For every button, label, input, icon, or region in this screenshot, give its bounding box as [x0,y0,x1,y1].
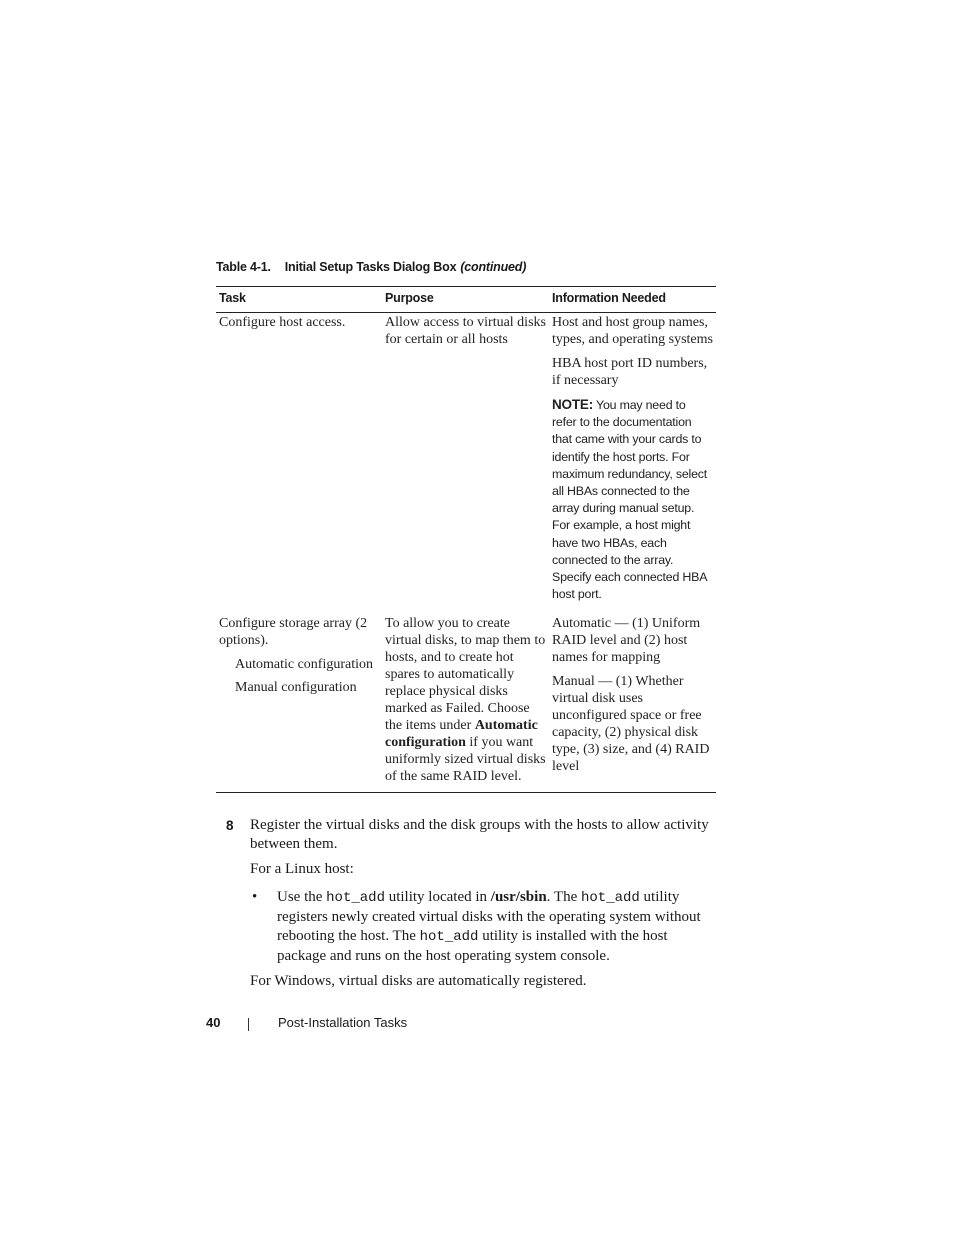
purpose-cell [382,609,549,793]
note-label: NOTE: [552,397,593,412]
step-text: Register the virtual disks and the disk groups with the hosts to allow activity between them. [250,817,709,852]
linux-intro: For a Linux host: [250,861,354,877]
bullet-text-1: Use the [277,889,327,905]
table-row [216,313,716,610]
table-header-row [216,287,716,313]
task-cell [216,313,382,610]
bullet-text-4: utility registers newly created virtual disks with the operating system without rebooting the host. The [277,889,701,944]
table-row [216,609,716,793]
table-continued: (continued) [460,260,527,274]
page-number: 40 [206,1015,221,1030]
setup-tasks-table [216,286,716,793]
task-configure-host-access: Configure host access. [219,315,346,330]
note-block [552,396,713,603]
option-automatic-configuration: Automatic configuration [235,657,374,673]
table-caption [216,260,526,274]
info-automatic: Automatic — (1) Uniform RAID level and (2) host names for mapping [552,616,701,666]
step-number: 8 [226,818,234,833]
table-number: Table 4-1. [216,260,271,274]
bullet-text-2: utility located in [384,889,491,905]
purpose-storage-b: if you want uniformly sized virtual disks of the same RAID level. [385,735,546,785]
header-task: Task [216,287,382,313]
header-purpose: Purpose [382,287,549,313]
code-hot-add: hot_add [326,890,385,906]
bullet-icon: • [252,889,258,905]
list-item [250,888,716,966]
bullet-text-5: utility is installed with the host package and runs on the host operating system console. [277,928,668,964]
code-hot-add: hot_add [580,890,640,906]
windows-text: For Windows, virtual disks are automatically registered. [250,973,587,989]
purpose-automatic-keyword: Automatic configuration [385,718,538,751]
info-manual: Manual — (1) Whether virtual disk uses unconfigured space or free capacity, (2) physical disk type, (3) size, and (4) RAID level [552,674,710,775]
purpose-storage-a: To allow you to create virtual disks, to map them to hosts, and to create hot spares to automatically replace physical disks marked as Failed. Choose the items under [385,616,546,734]
option-manual-configuration: Manual configuration [235,680,357,696]
purpose-cell [382,313,549,610]
table-title: Initial Setup Tasks Dialog Box [284,260,457,274]
info-cell [549,609,716,793]
header-information-needed: Information Needed [549,287,716,313]
step-8 [226,816,716,991]
task-cell [216,609,382,793]
purpose-host-access: Allow access to virtual disks for certain or all hosts [385,315,546,347]
path-usr-sbin: /usr/sbin [490,889,547,905]
section-title: Post-Installation Tasks [278,1015,408,1030]
info-host-group: Host and host group names, types, and operating systems [552,315,713,347]
footer-divider [248,1018,249,1031]
task-configure-storage-array: Configure storage array (2 options). [219,616,368,649]
procedure-body [226,816,716,991]
bullet-text-3: . The [546,889,581,905]
info-cell [549,313,716,610]
code-hot-add: hot_add [419,929,479,945]
info-hba-port: HBA host port ID numbers, if necessary [552,356,708,388]
note-text: You may need to refer to the documentation that came with your cards to identify the host ports. For maximum redundancy, select all HBAs connected to the array during manual setup. For example, a host might have two HBAs, each connected to the array. Specify each connected HBA host port. [552,398,708,602]
